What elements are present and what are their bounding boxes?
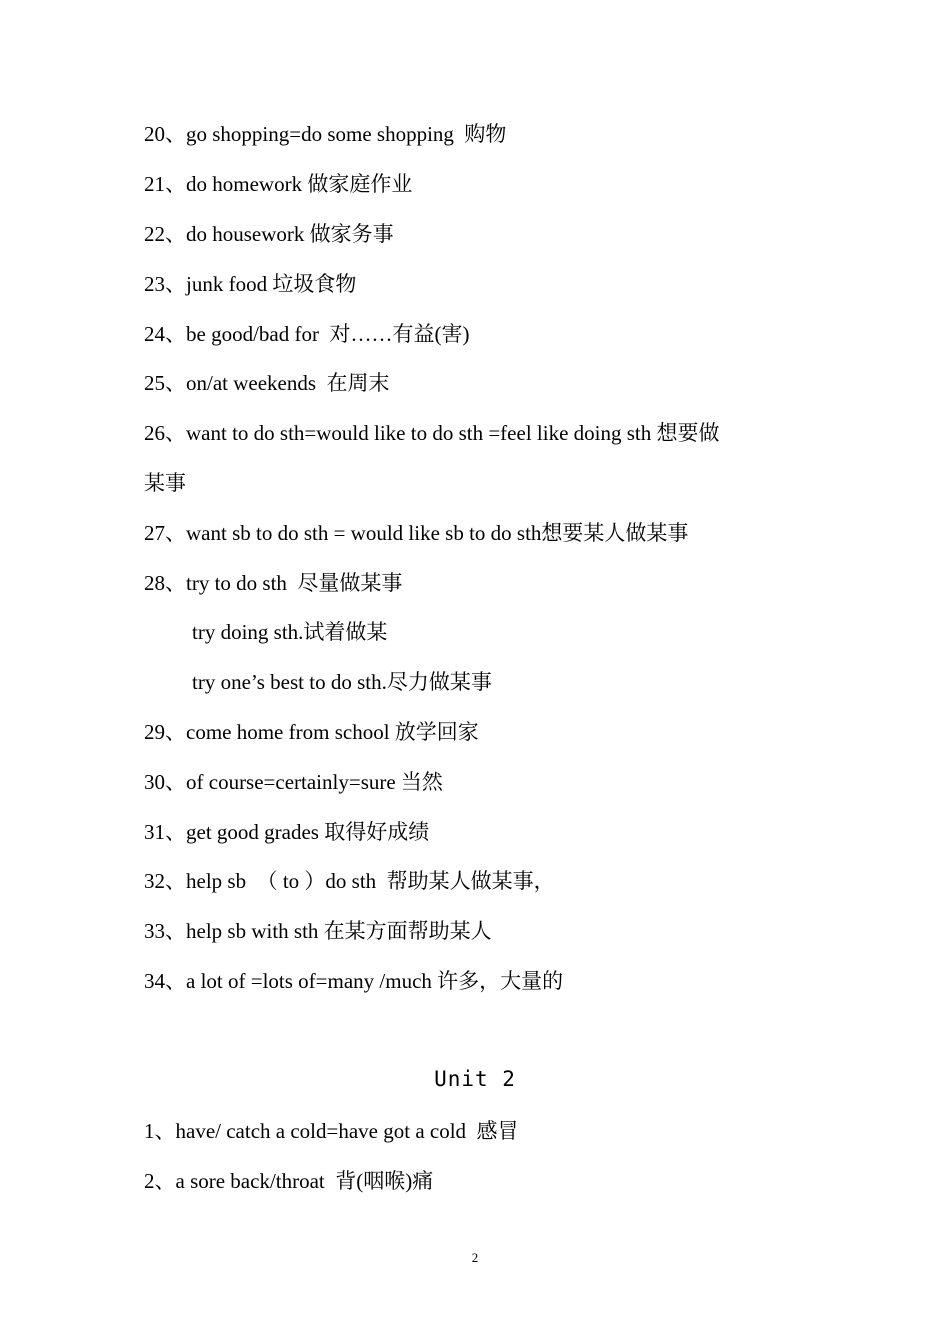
vocab-entry-33: 33、help sb with sth 在某方面帮助某人 — [144, 919, 492, 943]
vocab-entry-20: 20、go shopping=do some shopping 购物 — [144, 122, 507, 146]
vocab-entry-34: 34、a lot of =lots of=many /much 许多，大量的 — [144, 969, 564, 993]
vocab-entry-26: 26、want to do sth=would like to do sth =feel like doing sth 想要做 — [144, 421, 720, 445]
vocab-entry-29: 29、come home from school 放学回家 — [144, 720, 479, 744]
page-number: 2 — [471, 1250, 479, 1265]
vocab-entry-28-sub-1: try doing sth.试着做某 — [192, 620, 388, 644]
vocab-entry-32: 32、help sb （ to ）do sth 帮助某人做某事， — [144, 869, 555, 893]
vocab-entry-23: 23、junk food 垃圾食物 — [144, 272, 357, 296]
vocab-entry-31: 31、get good grades 取得好成绩 — [144, 820, 430, 844]
unit2-entry-2: 2、a sore back/throat 背(咽喉)痛 — [144, 1169, 434, 1193]
vocab-entry-30: 30、of course=certainly=sure 当然 — [144, 770, 443, 794]
vocab-entry-25: 25、on/at weekends 在周末 — [144, 371, 390, 395]
vocab-entry-21: 21、do homework 做家庭作业 — [144, 172, 413, 196]
vocab-entry-26-continued: 某事 — [144, 471, 186, 495]
vocab-entry-24: 24、be good/bad for 对……有益(害) — [144, 322, 470, 346]
unit-heading: Unit 2 — [434, 1067, 516, 1091]
vocab-entry-27: 27、want sb to do sth = would like sb to do sth想要某人做某事 — [144, 521, 689, 545]
vocab-entry-22: 22、do housework 做家务事 — [144, 222, 394, 246]
vocab-entry-28-sub-2: try one’s best to do sth.尽力做某事 — [192, 670, 492, 694]
unit2-entry-1: 1、have/ catch a cold=have got a cold 感冒 — [144, 1119, 519, 1143]
vocab-entry-28: 28、try to do sth 尽量做某事 — [144, 571, 403, 595]
